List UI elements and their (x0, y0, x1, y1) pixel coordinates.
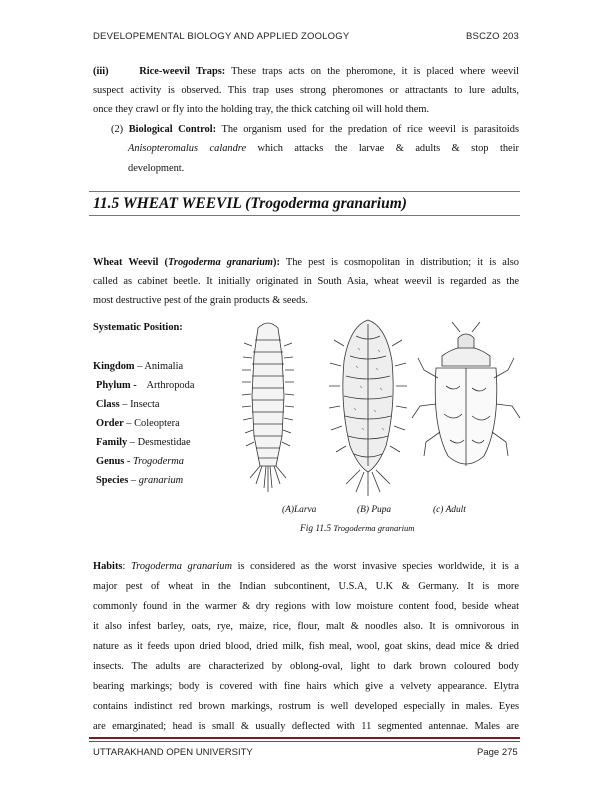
traps-line-3: once they crawl or fly into the holding tray, the thick catching oil will hold them. (93, 104, 430, 115)
taxon-sep: – (119, 399, 131, 410)
taxon-label: Phylum - (96, 380, 137, 391)
taxon-genus (96, 452, 184, 471)
systematic-heading-text: Systematic Position: (93, 322, 183, 333)
taxon-sep: – (127, 437, 138, 448)
habits-species: Trogoderma granarium (130, 561, 233, 572)
traps-number: (iii) (93, 66, 109, 77)
habits-line: nature as it feeds upon dried blood, dried milk, fish meal, wool, goat skins, dead mice & dried (93, 641, 519, 652)
figure-caption-species: Trogoderma granarium (333, 523, 415, 533)
taxon-class (96, 395, 160, 414)
bio-text-2: which attacks the larvae & adults & stop their (246, 143, 520, 154)
taxon-sep (137, 380, 147, 391)
traps-line-2: suspect activity is observed. This trap uses strong pheromones or attractants to lure adults, (93, 85, 519, 96)
habits-text-1: is considered as the worst invasive species worldwide, it is a (232, 561, 519, 572)
taxon-species (96, 471, 183, 490)
intro-lead-species: Trogoderma granarium (167, 257, 274, 268)
taxon-value: Desmestidae (137, 437, 191, 448)
bio-species: Anisopteromalus calandre (128, 143, 247, 154)
larva-drawing (242, 323, 294, 492)
habits-line: commonly found in the warmer & dry regions with low moisture content food, beside wheat (93, 601, 519, 612)
habits-line: it also infest barley, oats, rye, maize, rice, flour, malt & noodles also. It is omnivorous in (93, 621, 519, 632)
systematic-heading (93, 318, 183, 337)
taxon-sep: – (128, 475, 139, 486)
habits-line: insects. The adults are characterized by oblong-oval, light to dark brown coloured body (93, 661, 519, 672)
bio-title: Biological Control: (128, 124, 217, 135)
taxon-value: Animalia (144, 361, 184, 372)
taxon-value: Coleoptera (134, 418, 180, 429)
habits-colon: : (122, 561, 131, 572)
habits-lead: Habits (93, 561, 123, 572)
footer-rule-red (89, 737, 520, 739)
figure-caption (300, 523, 415, 534)
section-title: 11.5 WHEAT WEEVIL (Trogoderma granarium) (93, 195, 407, 212)
taxon-label: Family (96, 437, 128, 448)
bio-line-1 (111, 120, 519, 140)
taxon-sep: – (123, 418, 135, 429)
taxon-value: Arthropoda (146, 380, 195, 391)
bio-line-3: development. (128, 163, 185, 174)
footer-university: UTTARAKHAND OPEN UNIVERSITY (93, 747, 253, 758)
taxon-label: Order (96, 418, 124, 429)
bio-number: (2) (111, 124, 124, 135)
habits-line: bearing markings; body is covered with fine hairs which give a velvety appearance. Elytra (93, 681, 519, 692)
habits-line: are emarginated; head is small & usually deflected with 11 segmented antennae. Males are (93, 721, 519, 732)
habits-line: major pest of wheat in the Indian subcontinent, U.S.A, U.K & Germany. It is more (93, 581, 519, 592)
intro-line-2: called as cabinet beetle. It initially originated in South Asia, wheat weevil is regarded as the (93, 276, 519, 287)
taxon-family (96, 433, 191, 452)
taxon-label: Species (96, 475, 129, 486)
taxon-kingdom (93, 357, 183, 376)
section-rule-top (89, 191, 520, 192)
pupa-drawing (329, 320, 407, 496)
running-header-code: BSCZO 203 (466, 31, 520, 42)
taxon-label: Genus (96, 456, 125, 467)
figure-label-larva: (A)Larva (282, 505, 317, 515)
figure-label-adult: (c) Adult (433, 505, 466, 515)
insect-figure (236, 316, 526, 500)
taxon-order (96, 414, 180, 433)
taxon-sep: - (124, 456, 133, 467)
intro-line-3: most destructive pest of the grain products & seeds. (93, 295, 308, 306)
running-header-title: DEVELOPEMENTAL BIOLOGY AND APPLIED ZOOLOGY (93, 31, 350, 42)
bio-line-2 (128, 139, 519, 159)
habits-line-1 (93, 557, 519, 577)
adult-beetle-drawing (412, 322, 520, 466)
intro-lead: Wheat Weevil ( (93, 257, 168, 268)
figure-label-pupa: (B) Pupa (357, 505, 392, 515)
intro-text-1: The pest is cosmopolitan in distribution; it is also (279, 257, 519, 268)
taxon-value: granarium (138, 475, 184, 486)
taxon-label: Class (96, 399, 120, 410)
traps-text-1: These traps acts on the pheromone, it is placed where weevil (225, 66, 519, 77)
taxon-value: Insecta (130, 399, 160, 410)
habits-line: contains indistinct red brown markings, rostrum is well developed especially in males. Eyes (93, 701, 519, 712)
taxon-label: Kingdom (93, 361, 135, 372)
intro-line-1 (93, 253, 519, 273)
bio-text-1: The organism used for the predation of rice weevil is parasitoids (216, 124, 519, 135)
intro-lead-end: ): (273, 257, 280, 268)
traps-title: Rice-weevil Traps: (139, 66, 226, 77)
footer-rule-gray (89, 741, 520, 742)
section-rule-bottom (89, 215, 520, 216)
taxon-sep: – (134, 361, 145, 372)
taxon-phylum (96, 376, 194, 395)
taxon-value: Trogoderma (132, 456, 184, 467)
footer-page-number: Page 275 (477, 747, 518, 758)
figure-caption-prefix: Fig 11.5 (300, 524, 334, 534)
traps-line-1 (93, 62, 519, 82)
